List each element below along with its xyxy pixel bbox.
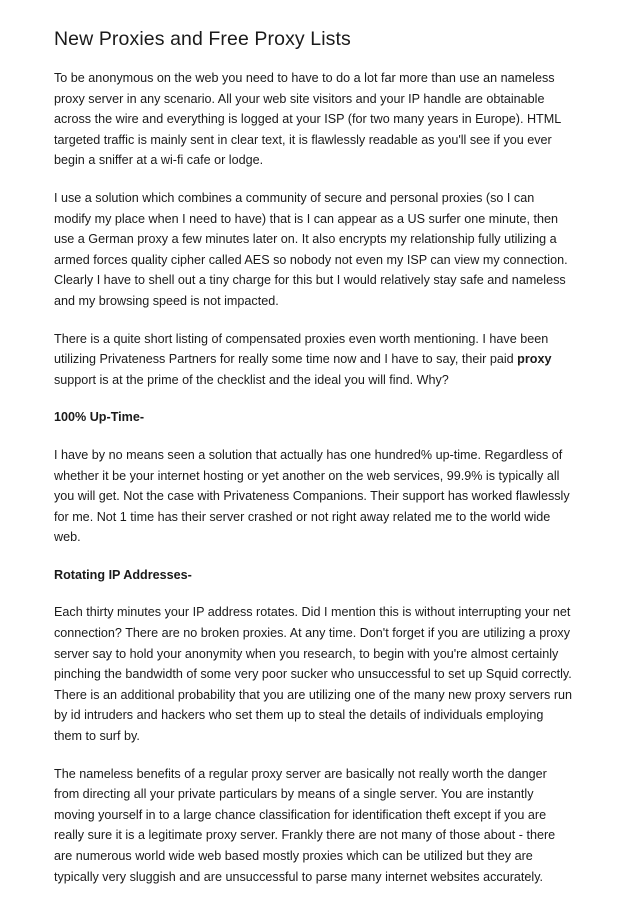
paragraph-line: typically very sluggish and are unsuccessful to parse many internet websites accurately. (54, 869, 544, 884)
paragraph-line: moving yourself in to a large chance classification for identification theft except if you are (54, 807, 547, 822)
paragraph-line: by id intruders and hackers who set them up to steal the details of individuals employing (54, 708, 544, 723)
paragraph-line: armed forces quality cipher called AES so nobody not even my ISP can view my connection. (54, 252, 568, 267)
paragraph-line: across the wire and everything is logged at your ISP (for two many years in Europe). HTML (54, 112, 562, 127)
paragraph-3 (54, 329, 590, 391)
paragraph-line: are numerous world wide web based mostly proxies which can be utilized but they are (54, 849, 533, 863)
paragraph-text: utilizing Privateness Partners for really some time now and I have to say, their paid (54, 352, 518, 367)
paragraph-line: support is at the prime of the checklist and the ideal you will find. Why? (54, 372, 449, 387)
paragraph-4 (54, 445, 590, 548)
paragraph-line (54, 349, 590, 370)
paragraph-line: Clearly I have to shell out a tiny charge for this but I would relatively stay safe and nameless (54, 273, 566, 288)
paragraph-6 (54, 764, 590, 888)
paragraph-line: targeted traffic is mainly sent in clear text, it is flawlessly readable as you'll see if you ever (54, 132, 552, 147)
paragraph-2 (54, 188, 590, 312)
paragraph-line: server say to hold your anonymity when you research, to begin with you're almost certainly (54, 646, 559, 661)
paragraph-line: and my browsing speed is not impacted. (54, 293, 279, 308)
paragraph-line: whether it be your internet hosting or yet another on the web services, 99.9% is typically all (54, 468, 560, 483)
paragraph-line: There is an additional probability that you are utilizing one of the many new proxy servers run (54, 687, 573, 702)
paragraph-line: To be anonymous on the web you need to have to do a lot far more than use an nameless (54, 71, 555, 85)
section-heading-uptime: 100% Up-Time- (54, 410, 145, 425)
paragraph-line: you will get. Not the case with Privateness Companions. Their support has worked flawlessly (54, 489, 570, 504)
paragraph-line: web. (54, 530, 81, 545)
paragraph-line: them to surf by. (54, 729, 140, 744)
paragraph-line: proxy server in any scenario. All your web site visitors and your IP handle are obtainable (54, 91, 545, 106)
paragraph-line: connection? There are no broken proxies. At any time. Don't forget if you are utilizing a proxy (54, 626, 570, 641)
paragraph-line: begin a sniffer at a wi-fi cafe or lodge. (54, 153, 264, 168)
paragraph-line: from directing all your private particulars by means of a single server. You are instantly (54, 787, 534, 802)
page-title: New Proxies and Free Proxy Lists (54, 28, 351, 50)
paragraph-line: Each thirty minutes your IP address rotates. Did I mention this is without interrupting your net (54, 605, 571, 620)
paragraph-line: really sure it is a legitimate proxy server. Frankly there are not many of those about - there (54, 828, 556, 843)
paragraph-line: I have by no means seen a solution that actually has one hundred% up-time. Regardless of (54, 447, 563, 462)
paragraph-1 (54, 68, 590, 171)
paragraph-line: modify my place when I need to have) that is I can appear as a US surfer one minute, then (54, 211, 559, 226)
bold-keyword: proxy (517, 352, 552, 367)
paragraph-line: The nameless benefits of a regular proxy server are basically not really worth the danger (54, 766, 547, 781)
paragraph-5 (54, 602, 590, 746)
paragraph-line: I use a solution which combines a community of secure and personal proxies (so I can (54, 190, 535, 205)
section-heading-rotating-ip: Rotating IP Addresses- (54, 567, 192, 582)
paragraph-line: pinching the bandwidth of some very poor sucker who unsuccessful to set up Squid correctly. (54, 667, 572, 682)
document-page (54, 26, 590, 904)
paragraph-line: use a German proxy a few minutes later on. It also encrypts my relationship fully utilizing a (54, 232, 557, 247)
paragraph-line: There is a quite short listing of compensated proxies even worth mentioning. I have been (54, 331, 549, 346)
paragraph-line: for me. Not 1 time has their server crashed or not right away related me to the world wide (54, 509, 551, 524)
